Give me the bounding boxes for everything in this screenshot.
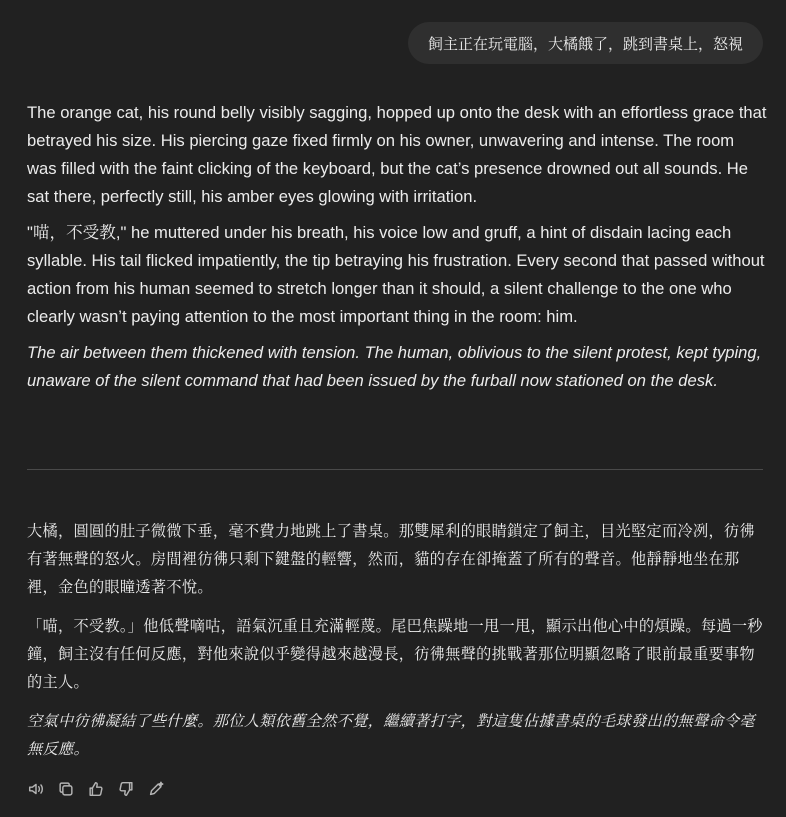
response-paragraph: The orange cat, his round belly visibly sagging, hopped up onto the desk with an effortless grace that betrayed his size. His piercing gaze fixed firmly on his owner, unwavering and intense. The room was filled with the faint clicking of the keyboard, but the cat’s presence drowned out all sounds. He sat there, perfectly still, his amber eyes glowing with irritation. — [27, 103, 767, 206]
message-actions — [26, 778, 166, 800]
thumbs-up-button[interactable] — [86, 778, 106, 800]
response-paragraph: 「喵，不受教。」他低聲嘀咕，語氣沉重且充滿輕蔑。尾巴焦躁地一甩一甩，顯示出他心中的煩躁。每過一秒鐘，飼主沒有任何反應，對他來說似乎變得越來越漫長，彷彿無聲的挑戰著那位明顯忽略了眼前最重要事物的主人。 — [27, 618, 763, 691]
thumbs-up-icon — [87, 780, 105, 798]
thumbs-down-button[interactable] — [116, 778, 136, 800]
edit-button[interactable] — [146, 778, 166, 800]
response-paragraph: 大橘，圓圓的肚子微微下垂，毫不費力地跳上了書桌。那雙犀利的眼睛鎖定了飼主，目光堅定而冷冽，彷彿有著無聲的怒火。房間裡彷彿只剩下鍵盤的輕響，然而，貓的存在卻掩蓋了所有的聲音。他靜靜地坐在那裡，金色的眼瞳透著不悅。 — [27, 523, 755, 596]
copy-button[interactable] — [56, 778, 76, 800]
speaker-icon — [27, 780, 45, 798]
response-paragraph: 空氣中彷彿凝結了些什麼。那位人類依舊全然不覺，繼續著打字，對這隻佔據書桌的毛球發出的無聲命令毫無反應。 — [27, 713, 755, 758]
user-message-text: 飼主正在玩電腦，大橘餓了，跳到書桌上，怒視 — [427, 35, 743, 53]
response-paragraph: The air between them thickened with tension. The human, oblivious to the silent protest, kept typing, unaware of the silent command that had been issued by the furball now stationed on the desk. — [27, 343, 762, 390]
user-message-bubble — [408, 22, 763, 64]
assistant-response-chinese — [27, 518, 767, 775]
divider — [27, 469, 763, 470]
edit-icon — [147, 780, 165, 798]
thumbs-down-icon — [117, 780, 135, 798]
assistant-response-english — [27, 99, 767, 403]
response-paragraph: "喵，不受教," he muttered under his breath, his voice low and gruff, a hint of disdain lacing each syllable. His tail flicked impatiently, the tip betraying his frustration. Every second that passed without action from his human seemed to stretch longer than it should, a silent challenge to the one who clearly wasn’t paying attention to the most important thing in the room: him. — [27, 223, 765, 326]
copy-icon — [57, 780, 75, 798]
read-aloud-button[interactable] — [26, 778, 46, 800]
